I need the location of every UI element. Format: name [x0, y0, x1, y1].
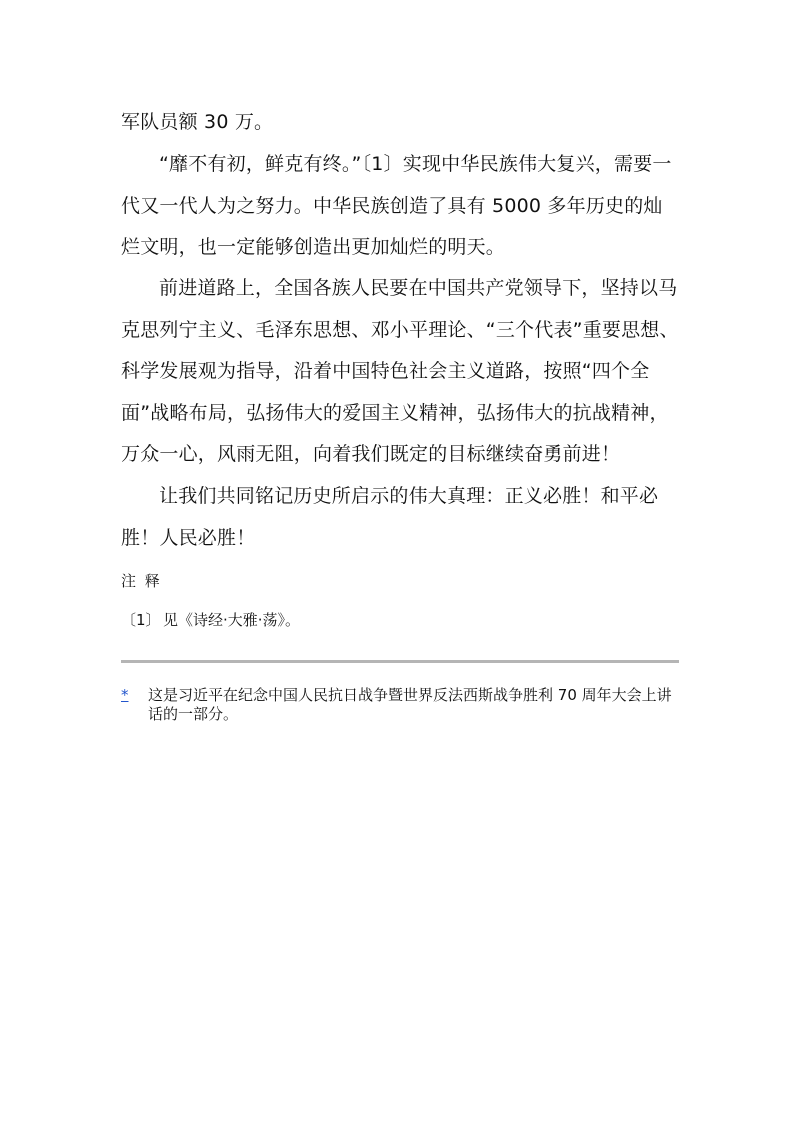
paragraph-continuation: 军队员额 30 万。 — [121, 111, 274, 133]
note-text: 见《诗经·大雅·荡》。 — [163, 611, 301, 629]
paragraph-road-ahead: 前进道路上，全国各族人民要在中国共产党领导下，坚持以马克思列宁主义、毛泽东思想、邓小平理论、“三个代表”重要思想、科学发展观为指导，沿着中国特色社会主义道路，按照“四个全面”战略布局，弘扬伟大的爱国主义精神，弘扬伟大的抗战精神，万众一心，风雨无阻，向着我们既定的目标继续奋勇前进！ — [121, 277, 679, 465]
footnote-divider — [121, 660, 679, 663]
footnote-link[interactable]: * — [121, 686, 129, 704]
note-marker: 〔1〕 — [121, 611, 161, 629]
paragraph-closing: 让我们共同铭记历史所启示的伟大真理：正义必胜！和平必胜！人民必胜！ — [121, 485, 659, 549]
note-item — [121, 609, 300, 630]
footnote — [121, 686, 681, 724]
paragraph-quote: “靡不有初，鲜克有终。”〔1〕实现中华民族伟大复兴，需要一代又一代人为之努力。中华民族创造了具有 5000 多年历史的灿烂文明，也一定能够创造出更加灿烂的明天。 — [121, 153, 672, 258]
notes-heading: 注 释 — [121, 572, 162, 590]
footnote-text: 这是习近平在纪念中国人民抗日战争暨世界反法西斯战争胜利 70 周年大会上讲话的一部分。 — [148, 686, 672, 723]
